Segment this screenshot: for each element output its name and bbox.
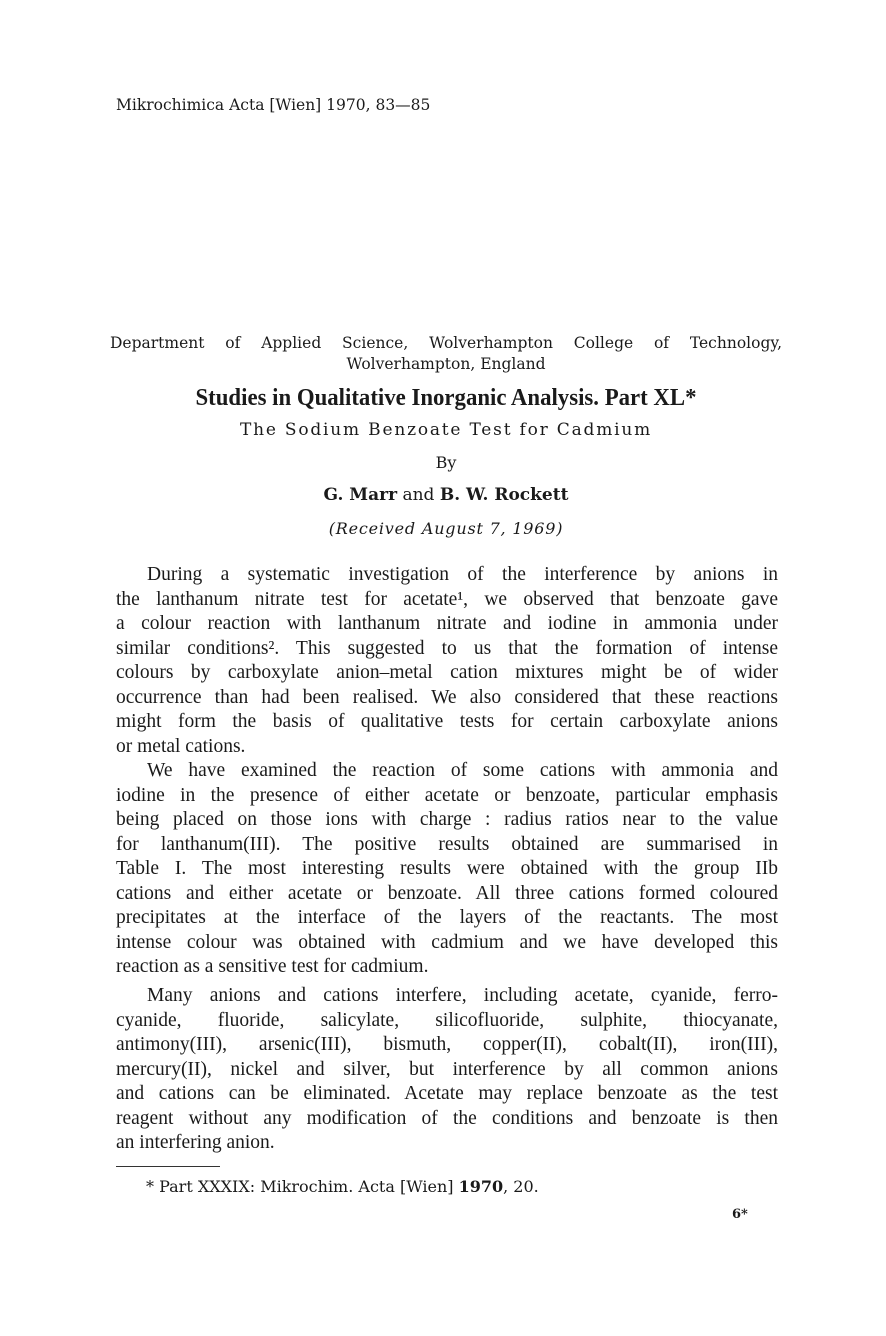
footnote-text: * Part XXXIX: Mikrochim. Acta [Wien] (146, 1177, 459, 1196)
text-line: being placed on those ions with charge : radius ratios near to the value (116, 809, 778, 830)
received-date: (Received August 7, 1969) (328, 519, 564, 538)
text-line: might form the basis of qualitative tests for certain carboxylate anions (116, 711, 778, 732)
author-1: G. Marr (323, 485, 398, 505)
signature-mark: 6* (732, 1207, 748, 1222)
affiliation-line: Wolverhampton, England (346, 355, 546, 373)
affiliation (110, 333, 782, 375)
text-line: reagent without any modification of the conditions and benzoate is then (116, 1107, 778, 1129)
text-line: for lanthanum(III). The positive results obtained are summarised in (116, 833, 778, 855)
footnote-rule (116, 1166, 220, 1167)
text-line: Table I. The most interesting results were obtained with the group IIb (116, 858, 778, 879)
text-line: occurrence than had been realised. We also considered that these reactions (116, 686, 778, 708)
authors (110, 485, 782, 505)
text-line: colours by carboxylate anion–metal cation mixtures might be of wider (116, 662, 778, 683)
text-line: reaction as a sensitive test for cadmium. (116, 956, 429, 977)
by-label: By (435, 453, 457, 472)
text-line: cyanide, fluoride, salicylate, silicofluoride, sulphite, thiocyanate, (116, 1009, 778, 1031)
footnote (146, 1177, 539, 1196)
text-line: an interfering anion. (116, 1132, 275, 1153)
paragraph-2 (116, 759, 778, 980)
text-line: Many anions and cations interfere, including acetate, cyanide, ferro- (147, 985, 778, 1006)
text-line: intense colour was obtained with cadmium and we have developed this (116, 931, 778, 953)
paragraph-1 (116, 563, 778, 759)
running-head: Mikrochimica Acta [Wien] 1970, 83—85 (116, 96, 431, 114)
text-line: precipitates at the interface of the layers of the reactants. The most (116, 907, 778, 928)
paragraph-3 (116, 984, 778, 1156)
affiliation-line: Department of Applied Science, Wolverhampton College of Technology, (110, 334, 782, 352)
text-line: mercury(II), nickel and silver, but interference by all common anions (116, 1058, 778, 1080)
text-line: a colour reaction with lanthanum nitrate and iodine in ammonia under (116, 613, 778, 634)
text-line: similar conditions². This suggested to us that the formation of intense (116, 637, 778, 659)
text-line: the lanthanum nitrate test for acetate¹, we observed that benzoate gave (116, 588, 778, 610)
text-line: or metal cations. (116, 735, 246, 757)
paper-subtitle: The Sodium Benzoate Test for Cadmium (239, 420, 653, 440)
paper-title: Studies in Qualitative Inorganic Analysis. Part XL* (195, 385, 697, 411)
text-line: cations and either acetate or benzoate. All three cations formed coloured (116, 882, 778, 904)
text-line: iodine in the presence of either acetate or benzoate, particular emphasis (116, 784, 778, 806)
text-line: We have examined the reaction of some cations with ammonia and (147, 760, 778, 781)
author-2: B. W. Rockett (439, 485, 569, 505)
authors-and: and (402, 485, 435, 505)
text-line: During a systematic investigation of the interference by anions in (147, 564, 778, 585)
footnote-rest: , 20. (503, 1177, 539, 1196)
text-line: antimony(III), arsenic(III), bismuth, copper(II), cobalt(II), iron(III), (116, 1034, 778, 1055)
text-line: and cations can be eliminated. Acetate may replace benzoate as the test (116, 1083, 778, 1104)
footnote-year: 1970 (458, 1177, 504, 1196)
